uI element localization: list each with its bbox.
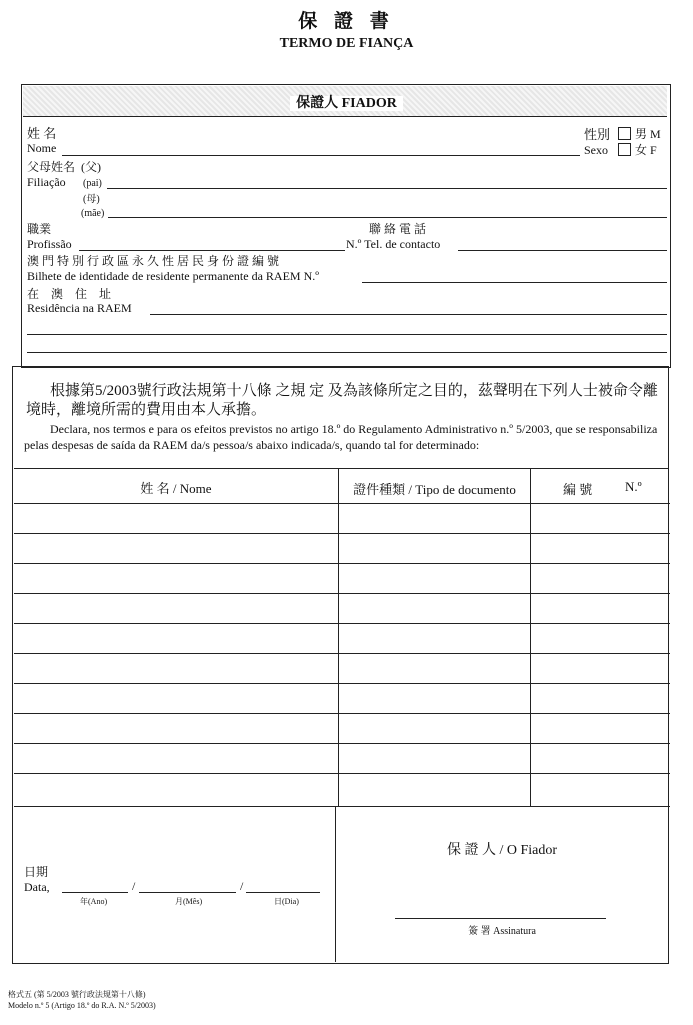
name-label-zh: 姓 名 — [27, 126, 57, 141]
female-label: 女 F — [635, 143, 657, 157]
filiation-label-zh: 父母姓名 — [27, 160, 76, 174]
day-caption: 日(Dia) — [274, 897, 299, 906]
residence-label-pt: Residência na RAEM — [27, 301, 132, 315]
date-sep-2: / — [240, 879, 244, 893]
col-name-header: 姓 名 / Nome — [140, 481, 212, 496]
table-row — [14, 743, 670, 744]
date-label-pt: Data, — [24, 880, 50, 894]
table-divider-1 — [338, 468, 339, 806]
table-row — [14, 563, 670, 564]
table-row — [14, 653, 670, 654]
male-checkbox[interactable] — [618, 127, 631, 140]
footer-model-zh: 格式五 (第 5/2003 號行政法規第十八條) — [8, 990, 146, 999]
declaration-pt: Declara, nos termos e para os efeitos previstos no artigo 18.º do Regulamento Administrativo n.º 5/2003, que se responsabiliza pelas despesas de saída da RAEM da/s pessoa/s abaixo indicada/s, quando tal for determinado: — [24, 422, 658, 452]
mother-label-pt: (mãe) — [81, 208, 105, 219]
fiador-frame — [21, 84, 671, 368]
footer-model-pt: Modelo n.º 5 (Artigo 18.º do R.A. N.º 5/2003) — [8, 1001, 156, 1010]
table-divider-2 — [530, 468, 531, 806]
bir-field[interactable] — [362, 282, 667, 283]
name-field[interactable] — [62, 155, 580, 156]
name-label-pt: Nome — [27, 141, 57, 155]
tel-label-zh: 聯 絡 電 話 — [369, 222, 427, 236]
residence-label-zh: 在 澳 住 址 — [27, 287, 112, 301]
father-name-field[interactable] — [107, 188, 667, 189]
table-row — [14, 683, 670, 684]
col-doc-header: 證件種類 / Tipo de documento — [353, 482, 516, 497]
table-row — [14, 593, 670, 594]
year-field[interactable] — [62, 892, 128, 893]
profession-label-pt: Profissão — [27, 237, 72, 251]
month-caption: 月(Mês) — [175, 897, 203, 906]
signature-field[interactable] — [395, 918, 606, 919]
table-row — [14, 623, 670, 624]
col-num-header-zh: 編 號 — [563, 482, 593, 497]
father-label-zh: (父) — [81, 160, 101, 174]
father-label-pt: (pai) — [83, 178, 102, 189]
declaration-zh: 根據第5/2003號行政法規第十八條 之規 定 及為該條所定之目的，茲聲明在下列人士被命令離境時，離境所需的費用由本人承擔。 — [26, 383, 658, 418]
mother-label-zh: (母) — [83, 194, 100, 205]
form-title-pt: TERMO DE FIANÇA — [279, 36, 414, 51]
table-row — [14, 713, 670, 714]
sex-label-zh: 性別 — [584, 127, 611, 142]
fiador-signature-title: 保 證 人 / O Fiador — [446, 843, 558, 858]
tel-label-pt: N.º Tel. de contacto — [346, 237, 441, 251]
profession-field[interactable] — [79, 250, 345, 251]
table-row — [14, 773, 670, 774]
female-checkbox[interactable] — [618, 143, 631, 156]
table-row — [14, 533, 670, 534]
filiation-label-pt: Filiação — [27, 175, 66, 189]
tel-field[interactable] — [458, 250, 667, 251]
signature-caption: 簽 署 Assinatura — [468, 926, 536, 937]
bir-label-zh: 澳 門 特 別 行 政 區 永 久 性 居 民 身 份 證 編 號 — [27, 254, 280, 268]
month-field[interactable] — [139, 892, 236, 893]
residence-field[interactable] — [150, 314, 667, 315]
declaration-frame — [12, 366, 669, 964]
persons-table-top — [14, 468, 668, 469]
date-label-zh: 日期 — [24, 865, 49, 879]
table-bottom — [14, 806, 670, 807]
mother-name-field[interactable] — [108, 217, 667, 218]
year-caption: 年(Ano) — [80, 897, 108, 906]
fiador-banner-label — [0, 92, 693, 112]
date-sep-1: / — [132, 879, 136, 893]
form-title-zh: 保 證 書 — [298, 11, 395, 32]
signature-divider — [335, 806, 336, 962]
male-label: 男 M — [635, 127, 661, 141]
fiador-banner-text: 保證人 FIADOR — [290, 96, 403, 111]
table-row — [14, 503, 670, 504]
col-num-header-pt: N.º — [625, 479, 642, 494]
day-field[interactable] — [246, 892, 320, 893]
profession-label-zh: 職業 — [27, 222, 52, 236]
residence-field-2[interactable] — [27, 334, 667, 335]
bir-label-pt: Bilhete de identidade de residente permanente da RAEM N.º — [27, 269, 319, 283]
residence-field-3[interactable] — [27, 352, 667, 353]
sex-label-pt: Sexo — [584, 143, 608, 157]
